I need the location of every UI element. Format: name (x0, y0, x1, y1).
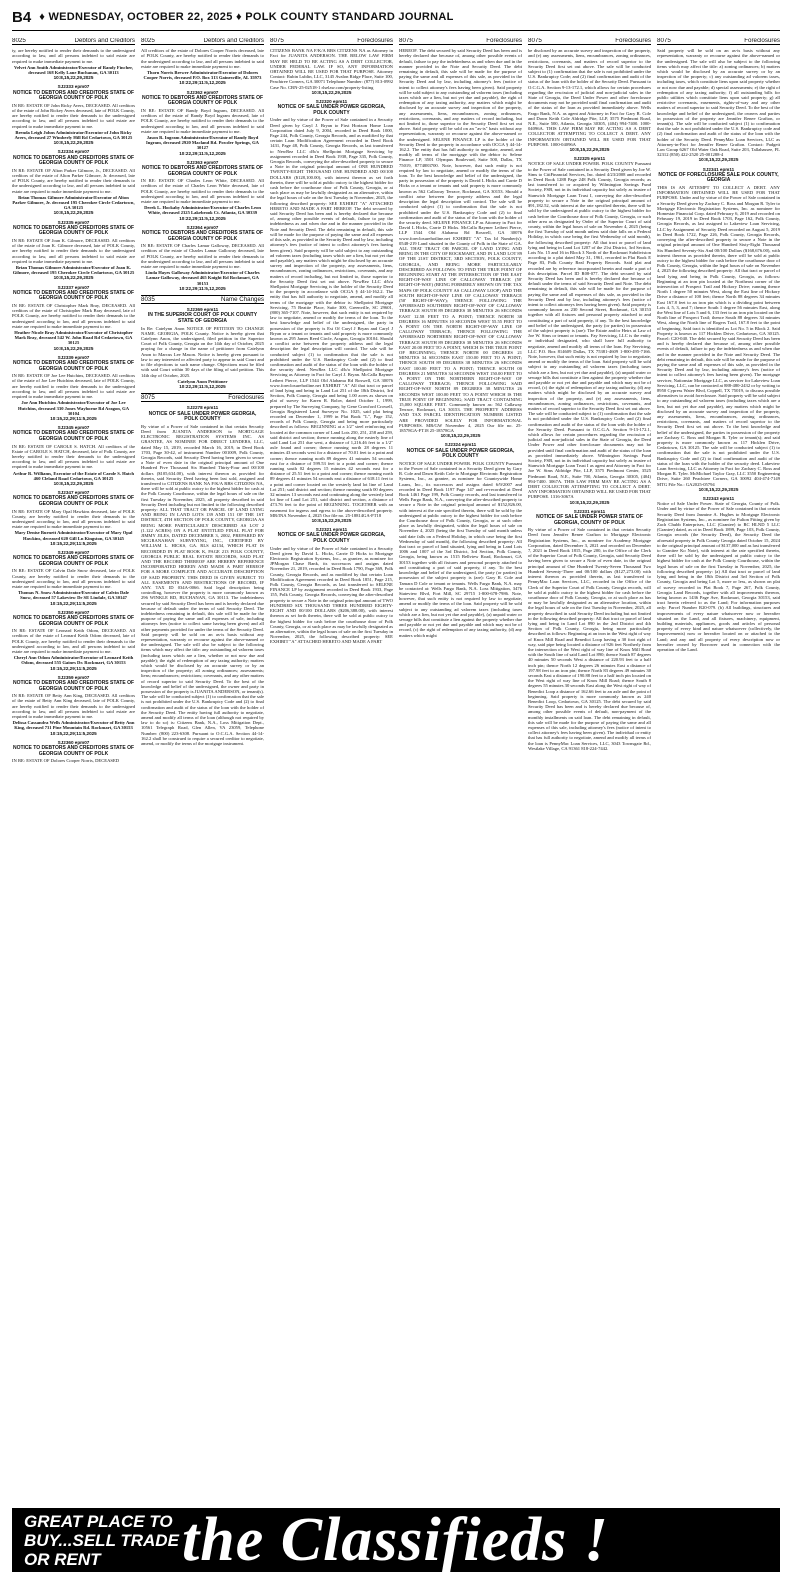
notice-title: NOTICE OF SALE UNDER POWER GEORGIA, POLK COUNTY (277, 104, 386, 116)
notice-id: SJ2320 epm11 (315, 99, 348, 105)
section-number: 8075 (141, 394, 155, 402)
notice-id: SJ2360 epm07 (57, 739, 90, 745)
notice-id: SJ2350 epm07 (57, 609, 90, 615)
legal-notice (12, 740, 135, 764)
column-6 (657, 38, 780, 1500)
notice-body: Under and by virtue of the Power of Sale contained in a Security Deed given by David L. Hicks, Carrie D Hicks to Mortgage Electronic Registration Systems, Inc., as grantee, as nominee for JPMorgan Chase Bank, its successors and assigns dated November 21, 2019, recorded in Deed Book 1790, Page 369, Polk County, Georgia Records, and as modified by that certain Loan Modification Agreement recorded in Deed Book 1851, Page 215, Polk County, Georgia Records, as last transferred to SELENE FINANCE LP by assignment recorded in Deed Book 1933, Page 155, Polk County, Georgia Records, conveying the after-described property to secure a Note in the original principal amount of TWO HUNDRED SIX THOUSAND THREE HUNDRED EIGHTY-EIGHT AND 00/100 DOLLARS ($206,388.00), with interest thereon as set forth therein, there will be sold at public outcry to the highest bidder for cash before the courthouse door of Polk County, Georgia, or at such place as may be lawfully designated as an alternative, within the legal hours of sale on the first Tuesday in November, 2025, the following described property: SEE EXHIBIT "A" ATTACHED HERETO AND MADE A PART (270, 545, 393, 645)
legal-notice (12, 48, 135, 80)
notice-title: NOTICE OF SALE UNDER POWER GEORGIA, POLK COUNTY (148, 410, 257, 423)
section-label: Foreclosures (228, 394, 264, 402)
notice-title: NOTICE OF SALE UNDER POWER STATE OF GEORGIA, COUNTY OF POLK (536, 514, 643, 526)
column-header (528, 38, 651, 45)
legal-notice (141, 307, 264, 389)
legal-notice (270, 99, 393, 523)
banner-slogan: GREAT PLACE TO BUY...SELL TRADE OR RENT (24, 1511, 179, 1569)
section-number: 8025 (12, 38, 26, 44)
notice-id: SJ2363 epm07 (186, 159, 219, 165)
notice-body: IN RE: ESTATE OF Dolores Cooper Norris, DECEASED (12, 758, 120, 764)
legal-notice (141, 225, 264, 291)
page-number: B4 (12, 8, 32, 26)
notice-body: Under and by virtue of the Power of Sale contained in a Security Deed given by Caryl J. Bryan to First Horizon Home Loan Corporation dated July 9, 2004, recorded in Deed Book 1000, Page 244, Polk County, Georgia Records, and as modified by that certain Loan Modification Agreement recorded in Deed Book 1431, Page 48, Polk County, Georgia Records, as last transferred to NewRez LLC d/b/a Shellpoint Mortgage Servicing by assignment recorded in Deed Book 1938, Page 335, Polk County, Georgia Records, conveying the after-described property to secure a Note in the original principal amount of ONE HUNDRED TWENTY-EIGHT THOUSAND ONE HUNDRED AND 00/100 DOLLARS ($128,100.00), with interest thereon as set forth therein, there will be sold at public outcry to the highest bidder for cash before the courthouse door of Polk County, Georgia, or at such place as may be lawfully designated as an alternative, within the legal hours of sale on the first Tuesday in November, 2025, the following described property: SEE EXHIBIT "A" ATTACHED HERETO AND MADE A PART HEREOF. The debt secured by said Security Deed has been and is hereby declared due because of, among other possible events of default, failure to pay the indebtedness as and when due and in the manner provided in the Note and Security Deed. The debt remaining in default, this sale will be made for the purpose of paying the same and all expenses of this sale, as provided in the Security Deed and by law, including attorney's fees (notice of intent to collect attorney's fees having been given). Said property will be sold subject to any outstanding ad valorem taxes (including taxes which are a lien, but not yet due and payable), any matters which might be disclosed by an accurate survey and inspection of the property, any assessments, liens, encumbrances, zoning ordinances, restrictions, covenants, and any matters of record including, but not limited to, those superior to the Security Deed first set out above. NewRez LLC d/b/a Shellpoint Mortgage Servicing is the holder of the Security Deed to the property in accordance with OCGA § 44-14-162.2. The entity that has full authority to negotiate, amend, and modify all terms of the mortgage with the debtor is: Shellpoint Mortgage Servicing, 75 Beattie Place, Suite 300, Greenville, SC 29601, (800) 365-7107. Note, however, that such entity is not required by law to negotiate, amend or modify the terms of the loan. To the best knowledge and belief of the undersigned, the party in possession of the property is Est Of Caryl J Bryan and Caryl J Bryan or a tenant or tenants and said property is more commonly known as 295 James Reed Circle, Aragon, Georgia 30104. Should a conflict arise between the property address and the legal description the legal description will control. The sale will be conducted subject (1) to confirmation that the sale is not prohibited under the U.S. Bankruptcy Code and (2) to final confirmation and audit of the status of the loan with the holder of the security deed. NewRez LLC d/b/a Shellpoint Mortgage Servicing as Attorney in Fact for Caryl J. Bryan. McCalla Raymer Leibert Pierce, LLP 1544 Old Alabama Rd Roswell, GA 30076 www.foreclosurehotline.net EXHIBIT "A" All that tract or parcel of land lying and being in Land Lot 251 of the 18th District, 3rd Section, Polk County, Georgia and being 1.00 acres as shown on plat of survey for Karen R. Bolov, dated October 1, 1999, prepared by The Surveying Company, by Gene Crawford Crowell, Georgia Registered Land Surveyor No. 1025, said plat being recorded on December 1, 1999 in Plat Book "L", Page 152, records of Polk County, Georgia and being more particularly described as follows: BEGINNING at a 1/2" steel reinforcing rod located at the common corner of Land Lots 250, 251, 258 and 259, said district and section; thence running along the easterly line of said Land Lot 251 due west, a distance of 1,216.46 feet to a 1/2" axle found and corner; thence running north 28 degrees 11 minutes 43 seconds west for a distance of 70.01 feet to a point and corner; thence running north 89 degrees 41 minutes 54 seconds east for a distance of 599.53 feet to a point and corner; thence running south 02 degrees 15 minutes 42 seconds east for a distance of 25.51 feet to a point and corner; thence running north 89 degrees 41 minutes 54 seconds east a distance of 618.11 feet to a point and corner located on the westerly land lot line of Land Lot 251; said district and section; thence running south 00 degrees 32 minutes 13 seconds east and continuing along the westerly land lot line of Land Lot 251, said district and section, a distance of 473.76 feet to the point of BEGINNING. TOGETHER with an easement for ingress and egress to the above-described property. MR/INA November 4, 2025 Our file no. 25-18814GA-FT18 (270, 117, 393, 518)
notice-body: In Re: Catelynn Anon NOTICE OF PETITION TO CHANGE NAME. GEORGIA, POLK County. Notice is hereby given that Catelynn Anon, the undersigned, filed petition in the Superior Court of Polk County, Georgia on the 14th day of October, 2025 praying for a change in the name of petitioner from Catelynn Anon to Marcus Lee Mason. Notice is hereby given pursuant to law to any interested or affected party to appear in said Court and to file objections to such name change. Objections must be filed with said Court within 30 days of the filing of said petition. This 14th day of October, 2025. (141, 325, 264, 378)
notice-title: NOTICE TO DEBTORS AND CREDITORS STATE OF GEORGIA COUNTY OF POLK (12, 289, 135, 302)
column-header (12, 38, 135, 45)
notice-sig: Joe Ann Hutchins Administrator/Executor of Joe Lee Hutchins, deceased 330 Jones Wayborne Rd Aragon, GA 30104 (17, 400, 130, 416)
notice-title: NOTICE TO DEBTORS AND CREDITORS STATE OF GEORGIA COUNTY OF POLK (12, 744, 135, 757)
notice-body: IN RE: ESTATE OF CAROLE S. HATCH. All creditors of the Estate of CAROLE S. HATCH, deceased, late of Polk County, are hereby notified to render their demands to the undersigned according to law, and all persons indebted to said estate are required to make immediate payment to me. (12, 443, 135, 470)
notice-date: 10:8,15,22,29,2025 (53, 140, 94, 146)
notice-title: NOTICE TO DEBTORS AND CREDITORS STATE OF GEORGIA COUNTY OF POLK (12, 679, 135, 692)
legal-notice (399, 442, 522, 637)
notice-date: 10:8,15,22,29,2025 (53, 480, 94, 486)
legal-notice (12, 149, 135, 215)
notice-sig: Brenda Leigh Johns Administrator/Executor of John Ricky Avers, deceased 27 Wimberly Hill Rd Cedartown, GA 30125 (14, 129, 133, 141)
notice-id: SJ2331 epm11 (573, 508, 606, 514)
notice-date: 10:8,15,22,29,2025 (569, 147, 610, 153)
notice-title: NOTICE TO DEBTORS AND CREDITORS STATE OF GEORGIA COUNTY OF POLK (12, 495, 135, 507)
legal-notice (657, 496, 780, 652)
notice-title: NOTICE OF SALE UNDER POWER GEORGIA, POLK COUNTY (277, 532, 386, 545)
notice-body: be disclosed by an accurate survey and inspection of the property, and (e) any assessments, liens, encumbrances, zoning ordinances, restrictions, covenants, and matters of record superior to the Security Deed first set out above. The sale will be conducted subject to (1) confirmation that the sale is not prohibited under the U.S. Bankruptcy Code; and (2) final confirmation and audit of the status of the loan with the holder of the Security Deed. Pursuant to O.C.G.A. Section 9-13-172.1, which allows for certain procedures regarding the rescission of judicial and non-judicial sales in the State of Georgia, the Deed Under Power and other foreclosure documents may not be provided until final confirmation and audit of the status of the loan as provided immediately above. Wells Fargo Bank, N.A. as agent and Attorney in Fact for Gary R. Cole and Dawn Keith Cole Aldridge Pite, LLP, 3575 Piedmont Road, N.E., Suite 500, Atlanta, Georgia 30305, (404) 994-7400. 1000-04096A. THIS LAW FIRM MAY BE ACTING AS A DEBT COLLECTOR ATTEMPTING TO COLLECT A DEBT. ANY INFORMATION OBTAINED WILL BE USED FOR THAT PURPOSE. 1000-04096A (528, 48, 651, 147)
notice-title: NOTICE TO DEBTORS AND CREDITORS STATE OF GEORGIA COUNTY OF POLK (12, 614, 135, 627)
notice-title: NOTICE TO DEBTORS AND CREDITORS STATE OF GEORGIA COUNTY OF POLK (141, 165, 264, 177)
notice-body: THIS IS AN ATTEMPT TO COLLECT A DEBT. ANY INFORMATION OBTAINED WILL BE USED FOR THAT PURPOSE. Under and by virtue of the Power of Sale contained in a Security Deed given by Zachary C. Ross and Morgan R. Tyler to Mortgage Electronic Registration Systems, Inc. as nominee for Homestar Financial Corp. dated February 6, 2019 and recorded on February 19, 2019 in Deed Book 1703, Page 162, Polk County, Georgia Records, as last assigned to Lakeview Loan Servicing, LLC by Assignment of Security Deed recorded on August 5, 2019 in Deed Book 1722, Page 226, Polk County, Georgia Records, conveying the after-described property to secure a Note in the original principal amount of One Hundred Sixty-Eight Thousand Six Hundred Seventy-Six And 00/100 Dollars ($168,676.00), with interest thereon as provided therein, there will be sold at public outcry to the highest bidder for cash before the courthouse door of Polk County, Georgia, within the legal hours of sale on November 4, 2025 the following described property: All that tract or parcel of land lying and being in Polk County, Georgia, as follows: Beginning at an iron pin located at the Northeast corner of the intersection of Prospect Trail and Hickory Drive; running thence North 1 degree 50 minutes West, along the East line of Hickory Drive a distance of 100 feet; thence North 88 degrees 34 minutes East 167.8 feet to an iron pin which is a dividing point between Lots 4, 5, 3, and 7; thence South 1 degree 56 minutes East, along the West line of Lots 5 and 6, 133 feet to an iron pin located on the North line of Prospect Trail; thence South 88 degrees 34 minutes West, along the North line of Rogers Trail, 167.8 feet to the point of beginning. Said tract is identified as Lot No. 5 in Block 2. Said Property is known as 117 Hicklen Drive, Cedartown, GA 30125. Parcel: C20-040. The debt secured by said Security Deed has been and is hereby declared due because of, among other possible events of default, failure to pay the indebtedness as and when due and in the manner provided in the Note and Security Deed. The debt remaining in default, this sale will be made for the purpose of paying the same and all expenses of this sale, as provided in the Security Deed and by law, including attorney's fees (notice of intent to collect attorney's fees having been given). The mortgage servicer, Nationstar Mortgage LLC, as servicer for Lakeview Loan Servicing, LLC, can be contacted at 888-480-2432 or by writing to 8950 Cypress Water Blvd, Coppell, TX 75019, to discuss possible alternatives to avoid foreclosure. Said property will be sold subject to any outstanding ad valorem taxes (including taxes which are a lien, but not yet due and payable), any matters which might be disclosed by an accurate survey and inspection of the property, any assessments, liens, encumbrances, zoning ordinances, restrictions, covenants, and matters of record superior to the Security Deed first set out above. To the best knowledge and belief of the undersigned, the parties in possession of the property are Zachary C. Ross and Morgan R. Tyler or tenant(s); and said property is more commonly known as 117 Hicklen Drive, Cedartown, GA 30125. The sale will be conducted subject (1) to confirmation that the sale is not prohibited under the U.S. Bankruptcy Code and (2) to final confirmation and audit of the status of the loan with the holder of the security deed. Lakeview Loan Servicing, LLC as Attorney in Fact for Zachary C. Ross and Morgan R. Tyler. McMichael Taylor Gray, LLC 3550 Engineering Drive, Suite 260 Peachtree Corners, GA 30092 404-474-7149 MTG File No.: GA2025-05794 (657, 185, 780, 487)
legal-notice (12, 355, 135, 421)
notice-date: 10:8,15,22,29,2025 (698, 486, 739, 492)
notice-body: NOTICE OF SALE UNDER POWER. POLK COUNTY Pursuant to the Power of Sale contained in a Security Deed given by Joe W. Sims to CitiFinancial Services, Inc. dated 4/23/2008 and recorded in Deed Book 1288 Page 248 Polk County, Georgia records; as last transferred to or acquired by Wilmington Savings Fund Society, FSB, not in its individual capacity but solely as trustee of Stanwich Mortgage Loan Trust I, conveying the after-described property to secure a Note in the original principal amount of $91,182.52, with interest at the rate specified therein, there will be sold by the undersigned at public outcry to the highest bidder for cash before the Courthouse door of Polk County, Georgia, or such other area as designated by Order of the Superior Court of said county, within the legal hours of sale on November 4, 2025 (being the first Tuesday of said month unless said date falls on a Federal Holiday, in which case being the first Wednesday of said month), the following described property: All that tract or parcel of land lying and being in Land Lot 1207 of the 21st District, 3rd Section, Lots No. 15 and 16 in Block 3 North of the Rockmart Subdivision according to a plat dated May 31, 1961, recorded in Plat Book E Page 83, Polk County Real Property Records. Said plat and recorded are by reference incorporated herein and made a part of this description. Parcel ID R08-077. The debt secured by said Security Deed has been and is hereby declared due because of default under the terms of said Security Deed and Note. The debt remaining in default, this sale will be made for the purpose of paying the same and all expenses of this sale, as provided in the Security Deed and by law, including attorney's fees (notice of intent to collect attorneys fees having been given). Said property is commonly known as 230 Second Street, Rockmart, GA 30153 together with all fixtures and personal property attached to and constituting a part of said property, if any. To the best knowledge and belief of the undersigned, the party (or parties) in possession of the subject property is (are): The Estate and/or Heirs at Law of Joe W. Sims or tenant or tenants. Fay Servicing, LLC is the entity or individual designated, who shall have full authority to negotiate, amend and modify all terms of the loan. Fay Servicing, LLC P.O. Box 814609 Dallas, TX 75381-4609 1-800-495-7166. Note, however, that such entity is not required by law to negotiate, amend or modify the terms of the loan. Said property will be sold subject to any outstanding ad valorem taxes (including taxes which are a lien, but not yet due and payable), (a) unpaid water or sewage bills that constitute a lien against the property whether due and payable or not yet due and payable and which may not be of record, (c) the right of redemption of any taxing authority, (d) any matters which might be disclosed by an accurate survey and inspection of the property, and (e) any assessments, liens, encumbrances, zoning ordinances, restrictions, covenants, and matters of record superior to the Security Deed first set out above. The sale will be conducted subject to (1) confirmation that the sale is not prohibited under the U.S. Bankruptcy Code; and (2) final confirmation and audit of the status of the loan with the holder of the Security Deed. Pursuant to O.C.G.A. Section 9-13-172.1, which allows for certain procedures regarding the rescission of judicial and non-judicial sales in the State of Georgia, the Deed Under Power and other foreclosure documents may not be provided until final confirmation and audit of the status of the loan as provided immediately above. Wilmington Savings Fund Society, FSB, not in its individual capacity but solely as trustee of Stanwich Mortgage Loan Trust I as agent and Attorney in Fact for Joe W. Sims Aldridge Pite, LLP, 3575 Piedmont Center, 3525 Piedmont Road, N.E., Suite 700, Atlanta, Georgia 30305, (404) 994-7400. 3067A. THIS LAW FIRM MAY BE ACTING AS A DEBT COLLECTOR ATTEMPTING TO COLLECT A DEBT. ANY INFORMATION OBTAINED WILL BE USED FOR THAT PURPOSE. 1316-3067A (528, 161, 651, 500)
notice-id: SJ2333 epm07 (57, 84, 90, 90)
section-label: Debtors and Creditors (203, 38, 264, 44)
legal-notice (141, 90, 264, 156)
notice-body: Said property will be sold on an as-is basis without any representation, warranty or recourse against the above-named or the undersigned. The sale will also be subject to the following items which may affect the title: a) zoning ordinances; b) matters which would be disclosed by an accurate survey or by an inspection of the property; c) any outstanding ad valorem taxes, including taxes, which constitute liens upon said property whether or not now due and payable; d) special assessments; e) the right of redemption of any taxing authority; f) all outstanding bills for public utilities which constitute liens upon said property; g) all restrictive covenants, easements, rights-of-way and any other matters of record superior to said Security Deed. To the best of the knowledge and belief of the undersigned, the owners and parties in possession of the property are Jennifer Renee Grafton, or tenant(s). The sale will be conducted subject (1) to confirmation that the sale is not prohibited under the U.S. Bankruptcy code and (2) final confirmation and audit of the status of the loan with the holder of the Security Deed. PennyMac Loan Services, LLC as Attorney-in-Fact for Jennifer Renee Grafton. Contact: Padgett Law Group 6267 Old Water Oak Road, Suite 203, Tallahassee, FL 32312 (850) 422-2520 25-001288-4 (657, 48, 780, 158)
section-label: Debtors and Creditors (74, 38, 135, 44)
notice-body: CITIZENS BANK NA F/K/A RBS CITIZENS NA as Attorney in Fact for JUANITA ANDERSON. THE BELOW LAW FIRM MAY BE HELD TO BE ACTING AS A DEBT COLLECTOR, UNDER FEDERAL LAW. IF SO, ANY INFORMATION OBTAINED WILL BE USED FOR THAT PURPOSE. Attorney Contact: Rubin Lublin, LLC, 3145 Avalon Ridge Place, Suite 100, Peachtree Corners, GA 30071 Telephone Number: (877) 813-0992 Case No. CBN-25-02518-1 rlselaw.com/property-listing (270, 48, 393, 90)
section-label: Name Changes (221, 296, 264, 304)
section-number: 8075 (399, 38, 413, 44)
notice-sig: Derek L. Hockaby Administrator/Executor of Charles Leon White, deceased 2325 Lakebrook Ct. Atlanta, GA 30339 (144, 205, 261, 216)
masthead-text: ♦ WEDNESDAY, OCTOBER 22, 2025 ♦ POLK COUNTY STANDARD JOURNAL (39, 11, 454, 23)
section-header (141, 393, 264, 402)
notice-date: 10:8,15,22,29,2025 (53, 275, 94, 281)
column-header (270, 38, 393, 45)
legal-notice (270, 527, 393, 644)
legal-notice (657, 167, 780, 492)
legal-notice (528, 156, 651, 505)
notice-sig: Catelynn Anon Petitioner (177, 378, 228, 384)
notice-id: SJ2362 epm07 (186, 89, 219, 95)
column-3 (270, 38, 393, 1500)
legal-notice (12, 220, 135, 281)
notice-sig: Cheryl Ann Odom Administrator/Executor of Leonard Keith Odom, deceased 555 Gaines Dr. Rockmart, GA 30153 (13, 655, 134, 666)
notice-body: IN RE: ESTATE OF Betty Ann King, DECEASED. All creditors of the estate of Betty Ann King deceased, late of POLK County, are hereby notified to render their demands to the undersigned according to law, and all persons indebted to said estate are required to make immediate payment to me. (12, 693, 135, 719)
notice-body: By virtue of a Power of Sale contained in that certain Security Deed from Jennifer Renee Grafton to Mortgage Electronic Registration Systems, Inc., as nominee for Academy Mortgage Corporation, dated December 3, 2021 and recorded on December 7, 2021 in Deed Book 1815, Page 200, in the Office of the Clerk of the Superior Court of Polk County, Georgia, said Security Deed having been given to secure a Note of even date, in the original principal amount of One Hundred Twenty-Seven Thousand Two Hundred Seventy-Three and 00/100 dollars ($127,273.00) with interest thereon as provided therein, as last transferred to PennyMac Loan Services, LLC, recorded in the Office of the Clerk of the Superior Court of Polk County, Georgia records, will be sold at public outcry to the highest bidder for cash before the courthouse door of Polk County, Georgia, or at such place as has or may be lawfully designated as an alternative location, within the legal hours of sale on the first Tuesday in November, 2025, all property described in said Security Deed including but not limited to the following described property: All that tract or parcel of land lying and being in Land Lot 890 in the 2nd District and 4th Section of Polk County, Georgia, being more particularly described as follows: Beginning at an iron in the West right of way of Knox Mill Road and Benedict Loop having a 30 foot right of way, said pipe being located a distance of 926 feet Northerly from the intersection of the West right of way line of Knox Mill Road with the South line of said Land Lot 890; thence South 87 degrees 40 minutes 50 seconds West a distance of 220.93 feet to a half inch pin; thence North 12 degrees 26 minutes East a distance of 197.98 feet to an iron pin; thence North 83 degrees 49 minutes 30 seconds East a distance of 190.88 feet to a half inch pin located on the West right of way line of Knox Mill Road; thence South 8 degrees 55 minutes 30 seconds East along the West right of way of Benedict Loop a distance of 162.66 feet to an axle and the point of beginning. Said property is more commonly known as 240 Benedict Loop, Cedartown, GA 30125. The debt secured by said Security Deed has been and is hereby declared due because of, among other possible events of default, non-payment of the monthly installments on said loan. The debt remaining in default, this sale will be made for the purpose of paying the same and all expenses of this sale, including attorney's fees (notice of intent to collect attorney's fees having been given). The individual or entity that has full authority to negotiate, amend and modify all terms of the loan is PennyMac Loan Services, LLC, 3043 Townsgate Rd., Westlake Village, CA 91361 818-224-7442. (528, 527, 651, 751)
masthead-rule (12, 30, 780, 31)
notice-date: 10:8,15,22,29,2025 (440, 433, 481, 439)
notice-title: NOTICE TO DEBTORS AND CREDITORS STATE OF GEORGIA COUNTY OF POLK (12, 89, 135, 102)
section-label: Foreclosures (615, 38, 651, 44)
notice-title: NOTICE TO DEBTORS AND CREDITORS STATE OF GEORGIA COUNTY OF POLK (12, 224, 135, 237)
notice-body: IN RE: ESTATE OF Mary Opal Hawkins deceased, late of POLK County, are hereby notified to render their demands to the undersigned according to law, and all persons indebted to said estate are required to make immediate payment to me. (12, 508, 135, 530)
notice-title: NOTICE TO DEBTORS AND CREDITORS STATE OF GEORGIA COUNTY OF POLK (141, 230, 264, 242)
notice-body: HEREOF. The debt secured by said Security Deed has been and is hereby declared due because of, among other possible events of default, failure to pay the indebtedness as and when due and in the manner provided in the Note and Security Deed. The debt remaining in default, this sale will be made for the purpose of paying the same and all expenses of this sale, as provided in the Security Deed and by law, including attorney's fees (notice of intent to collect attorney's fees having been given). Said property will be sold subject to any outstanding ad valorem taxes (including taxes which are a lien, but not yet due and payable), the right of redemption of any taxing authority, any matters which might be disclosed by an accurate survey and inspection of the property, any assessments, liens, encumbrances, zoning ordinances, restrictions, covenants, and any matters of record including, but not limited to, those superior to the Security Deed first set out above. Said property will be sold on an "as-is" basis without any representation, warranty or recourse against the above-named or the undersigned. SELENE FINANCE LP is the holder of the Security Deed to the property in accordance with OCGA § 44-14-162.2. The entity that has full authority to negotiate, amend, and modify all terms of the mortgage with the debtor is: Selene Finance LP, 3501 Olympus Boulevard, Suite 500, Dallas, TX 75019, 8774883700. Note, however, that such entity is not required by law to negotiate, amend or modify the terms of the loan. To the best knowledge and belief of the undersigned, the party in possession of the property is David L Hicks and Carrie D Hicks or a tenant or tenants and said property is more commonly known as 562 Callaway Terrace, Rockmart, GA 30153. Should a conflict arise between the property address and the legal description the legal description will control. The sale will be conducted subject (1) to confirmation that the sale is not prohibited under the U.S. Bankruptcy Code and (2) to final confirmation and audit of the status of the loan with the holder of the security deed. SELENE FINANCE LP as Attorney in Fact for David L Hicks, Carrie D Hicks. McCalla Raymer Leibert Pierce, LLP 1544 Old Alabama Rd Roswell, GA 30076 www.foreclosurehotline.net EXHIBIT "A" Tax Id Number(s): 0548-219 Land situated in the County of Polk in the State of GA. ALL THAT TRACT OR PARCEL OF LAND LYING AND BEING IN THE CITY OF ROCKMART, AND IN LAND LOT 89 OF THE 21ST DISTRICT, 3RD SECTION, POLK COUNTY, GEORGIA, AND BEING MORE PARTICULARLY DESCRIBED AS FOLLOWS: TO FIND THE TRUE POINT OF BEGINNING START AT THE INTERSECTION OF THE EAST RIGHT-OF-WAY LINE OF CALLOWAY TERRACE (50' RIGHT-OF-WAY) (BEING FORMERLY SHOWN ON THE TAX MAPS OF POLK COUNTY AS CALLOWAY LOOP) AND THE SOUTH RIGHT-OF-WAY LINE OF CALLOWAY TERRACE (50' RIGHT-OF-WAY); THENCE FOLLOWING THE AFORESAID SOUTHERN RIGHT-OF-WAY OF CALLOWAY TERRACE SOUTH 89 DEGREES 38 MINUTES 26 SECONDS EAST 12.58 FEET TO A POINT; THENCE NORTH 38 DEGREES 16 MINUTES 10 SECONDS WEST 55.55 FEET TO A POINT ON THE NORTH RIGHT-OF-WAY LINE OF CALLOWAY TERRACE; THENCE FOLLOWING THE AFORESAID NORTHERN RIGHT-OF-WAY OF CALLOWAY TERRACE SOUTH 89 DEGREES 38 MINUTES 26 SECONDS EAST 20.00 FEET TO A POINT, WHICH IS THE TRUE POINT OF BEGINNING; THENCE NORTH 00 DEGREES 21 MINUTES 34 SECONDS EAST 150.00 FEET TO A POINT; THENCE SOUTH 89 DEGREES 38 MINUTES 26 SECONDS EAST 100.00 FEET TO A POINT; THENCE SOUTH 00 DEGREES 21 MINUTES 34 SECONDS WEST 150.00 FEET TO A POINT ON THE NORTHERN RIGHT-OF-WAY OF CALLOWAY TERRACE; THENCE FOLLOWING SAID RIGHT-OF-WAY NORTH 89 DEGREES 38 MINUTES 26 SECONDS WEST 100.00 FEET TO A POINT WHICH IS THE TRUE POINT OF BEGINNING; SAID TRACT CONTAINING 15,000 SQUARE FEET. Commonly known as: 562 Callaway Terrace, Rockmart, GA 30153. THE PROPERTY ADDRESS AND TAX PARCEL IDENTIFICATION NUMBER LISTED ARE PROVIDED SOLELY FOR INFORMATIONAL PURPOSES. MR/GW November 4, 2025 Our file no. 25-18578GA-FT18 25-18578GA (399, 48, 522, 434)
notice-title: NOTICE TO DEBTORS AND CREDITORS STATE OF GEORGIA COUNTY OF POLK (12, 555, 135, 567)
notice-title: NOTICE TO DEBTORS AND CREDITORS STATE OF GEORGIA COUNTY OF POLK (12, 430, 135, 442)
legal-notice (12, 84, 135, 145)
notice-body: IN RE: ESTATE OF Charles Lamar Galloway, DECEASED. All creditors of the estate of Charles Lamar Galloway deceased, late of POLK County, are hereby notified to render their demands to the undersigned according to law, and all persons indebted to said estate are required to make immediate payment to me. (141, 243, 264, 270)
notice-id: SJ2278 epm11 (186, 405, 219, 411)
notice-date: 10:15,22,29;11:5,2025 (50, 665, 97, 671)
notice-body: IN RE: ESTATE OF Christopher Mark Bray, DECEASED. All creditors of the estate of Christopher Mark Bray deceased, late of POLK County, are hereby notified to render their demands to the undersigned according to law, and all persons indebted to said estate are required to make immediate payment to me. (12, 303, 135, 329)
column-4 (399, 38, 522, 1500)
notice-title: IN THE SUPERIOR COURT OF POLK COUNTY STATE OF GEORGIA (147, 312, 258, 325)
notice-body: IN RE: ESTATE OF Joan K. Gilmore, DECEASED. All creditors of the estate of Joan K. Gilmore deceased, late of POLK County, are hereby notified to render their demands to the undersigned according to law, and all persons indebted to said estate are required to make immediate payment to me. (12, 238, 135, 264)
legal-notice (141, 160, 264, 221)
notice-body: Notice of Sale Under Power. State of Georgia, County of Polk. Under and by virtue of the Power of Sale contained in that certain Security Deed from Jasmine A. Hughes to Mortgage Electronic Registration Systems, Inc., as nominee for Fulton Fitting given by Zach Chubb Enterprises, LLC (Grantee) to RC HLND 5 LLC (Grantee) dated, as ot in Deed Book 1899, Page 103, Polk County, Georgia records (the Security Deed), the Security Deed the aforesaid property in Polk County Georgia dated October 15, 2024 to the original principal amount of $137,000 and as last transferred to Granitee Ko Note), with interest at the rate specified therein, there will be sold by the undersigned at public outcry to the highest bidder for cash at the Polk County Courthouse, within the legal hours of sale on the first Tuesday in November, 2025, the following described property: (a) All that tract or parcel of land lying and being in the 18th District and 3rd Section of Polk County, Georgia and being Lot 5, more or less, as shown on plat of survey recorded in Plat Book 7, Page 267, Polk County, Georgia Land Records, together with all improvements thereon, being known as 1436 Page Ave, Rockmart, Georgia 30153, said tract herein referred to as the Land; For information purposes only: Parcel Number R20-079. (b) All buildings, structures and improvements of every nature whatsoever now or hereafter situated on the Land, and all fixtures, machinery, equipment, building materials, appliances, goods and articles of personal property of every kind and nature whatsoever (collectively, the Improvements) now or hereafter located on or attached to the Land; and any and all property of every description now or hereafter owned by Borrower used in connection with the operation of the Land. (657, 501, 780, 652)
notice-date: 10:22,29;11:5,12,2025 (179, 215, 226, 221)
notice-sig: Mary Denise Burnett Administrator/Executor of Mary Opal Hawkins, deceased 620 Gill Ln Kingston, GA 30145 (14, 530, 133, 541)
notice-date: 10:8,15,22,29,2025 (311, 518, 352, 524)
column-header (141, 38, 264, 45)
notice-sig: Heather Nicole Bray Administrator/Executor of Christopher Mark Bray, deceased 542 W. John Road Rd Cedartown, GA 30125 (14, 330, 133, 346)
section-label: Foreclosures (357, 38, 393, 44)
section-number: 8075 (528, 38, 542, 44)
notice-date: 10:22,29;11:5,12,2025 (179, 80, 226, 86)
notice-date: 10:15,22,29;11:5,2025 (50, 730, 97, 736)
masthead (12, 6, 780, 28)
legal-notice (12, 490, 135, 546)
notice-sig: Brian Thomas Gilmore Administrator/Executor of Joan K. Gilmore, deceased 195 Cherokee Circle Cedartown, GA 30125 (12, 265, 135, 276)
legal-notice (528, 48, 651, 152)
notice-id: SJ2369 epm11 (186, 307, 219, 313)
notice-title: NOTICE OF FORECLOSURE SALE POLK COUNTY, GEORGIA (658, 171, 779, 184)
notice-id: SJ2349 epm07 (57, 549, 90, 555)
notice-sig: Velvet Ann Smith Administrator/Executor of Randy Fincher, deceased 168 Kelly Lane Buchanan, GA 30113 (14, 64, 133, 76)
section-number: 8035 (141, 296, 155, 304)
legal-notice (399, 48, 522, 438)
section-header (141, 295, 264, 304)
notice-body: IN RE: ESTATE OF Alton Parker Gilmore, Jr., DECEASED. All creditors of the estate of Alton Parker Gilmore, Jr. deceased, late of POLK County, are hereby notified to render their demands to the undersigned according to law, and all persons indebted to said estate are required to make immediate payment to me. (12, 167, 135, 194)
notice-body: IN RE: ESTATE OF Joe Lee Hutchins, DECEASED. All creditors of the estate of Joe Lee Hutchins deceased, late of POLK County, are hereby notified to render their demands to the undersigned according to law, and all persons indebted to said estate are required to make immediate payment to me. (12, 373, 135, 400)
notice-sig: Thorn Norris Brewer Administrator/Executor of Dolores Cooper Norris, deceased P.O. Box 313 Gainesville, AL 35973 (143, 70, 262, 81)
notice-id: SJ2341 epm11 (702, 166, 735, 172)
section-label: Foreclosures (486, 38, 522, 44)
notice-id: SJ2364 epm07 (186, 224, 219, 230)
notice-date: 10:8,15,22,29,2025 (53, 345, 94, 351)
notice-title: NOTICE TO DEBTORS AND CREDITORS STATE OF GEORGIA COUNTY OF POLK (141, 94, 264, 107)
notice-id: SJ2359 epm07 (57, 674, 90, 680)
notice-body: IN RE: ESTATE OF Randy Boyd Ingram, DECEASED. All creditors of the estate of Randy Boyd Ingram deceased, late of POLK County, are hereby notified to render their demands to the undersigned according to law, and all persons indebted to said estate are required to make immediate payment to me. (141, 108, 264, 134)
legal-notice (12, 285, 135, 351)
notice-title: NOTICE OF SALE UNDER POWER GEORGIA, POLK COUNTY (406, 447, 515, 460)
notice-body: All creditors of the estate of Dolores Cooper Norris deceased, late of POLK County, are hereby notified to render their demands to the undersigned according to law, and all persons indebted to said estate are required to make immediate payment to me. (141, 48, 264, 69)
notice-date: 10:22,29;11:5,12,2025 (179, 150, 226, 156)
notice-date: 10:15,22,29;11:5,2025 (50, 540, 97, 546)
column-header (657, 38, 780, 45)
notice-body: IN RE: ESTATE OF Charles Leon White, DECEASED. All creditors of the estate of Charles Leon White deceased, late of POLK County, are hereby notified to render their demands to the undersigned according to law, and all persons indebted to said estate are required to make immediate payment to me. (141, 178, 264, 205)
notice-body: ty, are hereby notified to render their demands to the undersigned according to law, and all persons indebted to said estate are required to make immediate payment to me. (12, 48, 135, 64)
notice-date: 10:8,15,22,29,2025 (53, 210, 94, 216)
notice-sig: Arthur R. Williams, Executor of the Estate of Carole S. Hatch 460 Cleland Road Cedartown, GA 30125 (12, 470, 135, 481)
section-number: 8075 (657, 38, 671, 44)
notice-date: 10:22,29;11:5,12,2025 (179, 285, 226, 291)
notice-id: SJ2321 epm11 (315, 527, 348, 533)
legal-notice (12, 675, 135, 736)
notice-title: NOTICE TO DEBTORS AND CREDITORS STATE OF GEORGIA COUNTY OF POLK (12, 154, 135, 167)
notice-body: IN RE: ESTATE OF Calvin Dale Snow deceased, late of POLK County, are hereby notified to render their demands to the undersigned according to law, and all persons indebted to said estate are required to make immediate payment to me. (12, 568, 135, 589)
notice-id: SJ2325 epm11 (573, 156, 606, 162)
notice-date: 10:22,29;11:5,12,2025 (179, 383, 226, 389)
classifieds-banner (12, 1508, 780, 1572)
section-number: 8075 (270, 38, 284, 44)
section-number: 8025 (141, 38, 155, 44)
column-header (399, 38, 522, 45)
notice-sig: Linda Hayes Galloway Administrator/Executor of Charles Lamar Galloway, deceased 465 Knight Rd Rockmart, GA 30153 (145, 270, 260, 286)
notice-body: NOTICE OF SALE UNDER POWER. POLK COUNTY Pursuant to the Power of Sale contained in a Security Deed given by Gary R. Cole and Dawn Keith Cole to Mortgage Electronic Registration Systems, Inc., as grantee, as nominee for Countrywide Home Loans, Inc., its successors and assigns dated 6/9/2007 and recorded in Deed Book 1197 Page 147 and re-recorded at Deed Book 1461 Page 199, Polk County records, and last transferred to Wells Fargo Bank, N.A., conveying the after-described property to secure a Note in the original principal amount of $152,826.00, with interest at the rate specified therein, there will be sold by the undersigned at public outcry to the highest bidder for cash before the Courthouse door of Polk County, Georgia, or at such other place as lawfully designated, within the legal hours of sale on November 4, 2025 (being the first Tuesday of said month unless said date falls on a Federal Holiday, in which case being the first Wednesday of said month), the following described property: All that tract or parcel of land situated, lying and being in Land Lots 1006 and 1007 of the 3rd District, 3rd Section, Polk County, Georgia, being known as 1515 Bellview Road, Rockmart, GA 30153 together with all fixtures and personal property attached to and constituting a part of said property, if any. To the best knowledge and belief of the undersigned, the party (or parties) in possession of the subject property is (are): Gary R. Cole and Tamara D Cole or tenant or tenants. Wells Fargo Bank, N.A. may be contacted at: Wells Fargo Bank, N.A. Loss Mitigation, 3476 Stateview Blvd, Fort Mill, SC 29715 1-800-678-7986. Note, however, that such entity is not required by law to negotiate, amend or modify the terms of the loan. Said property will be sold subject to any outstanding ad valorem taxes (including taxes which are a lien, but not yet due and payable), (a) unpaid water or sewage bills that constitute a lien against the property whether due and payable or not yet due and payable and which may not be of record, (c) the right of redemption of any taxing authority, (d) any matters which might (399, 460, 522, 638)
notice-date: 10:8,15,22,29,2025 (311, 89, 352, 95)
notice-id: SJ2347 epm07 (57, 490, 90, 496)
notice-date: 10:8,15,22,29,2025 (569, 499, 610, 505)
notice-date: 10:8,15,22,29,2025 (698, 157, 739, 163)
column-1 (12, 38, 135, 1500)
notice-id: SJ2339 epm07 (57, 354, 90, 360)
column-5 (528, 38, 651, 1500)
notice-id: SJ2345 epm07 (57, 425, 90, 431)
legal-notice (657, 48, 780, 162)
notice-sig: Delissa Cassandra Wells Administrator/Executor of Betty Ann King, deceased 731 Pine Mountain Rd. Rockmart, GA 30153 (12, 720, 135, 731)
notice-sig: Jason R. Ingram Administrator/Executor of Randy Boyd Ingram, deceased 2920 Macland Rd. Powder Springs, GA 30127 (146, 135, 259, 151)
notice-id: SJ2337 epm07 (57, 284, 90, 290)
legal-notice (12, 550, 135, 606)
notice-body: By virtue of a Power of Sale contained in that certain Security Deed from JUANITA ANDERSON to MORTGAGE ELECTRONIC REGISTRATION SYSTEMS INC. AS GRANTEE, AS NOMINEE FOR DIRECT LENDERS, LLC, dated May 15, 2019, recorded March 16, 2019, in Deed Book 1703, Page 30-42, of instrument Number 001009, Polk County, Georgia Records, said Security Deed having been given to secure a Note of even date in the original principal amount of One Hundred Five Thousand Six Hundred Thirty-Four and 00/100 dollars ($105,634.00), with interest thereon as provided for therein, said Security Deed having been last sold, assigned and transferred to CITIZENS BANK NA F/K/A RBS CITIZENS NA, there will be sold at public outcry to the highest bidder for cash at the Polk County Courthouse, within the legal hours of sale on the first Tuesday in November, 2025, all property described in said Security Deed including but not limited to the following described property: ALL THAT TRACT OR PARCEL OF LAND LYING AND BEING IN LAND LOTS 139 AND 151 OF THE 1ST DISTRICT, 4TH SECTION OF POLK COUNTY, GEORGIA AS BEING MORE PARTICULARLY DESCRIBED AS LOT 2 (1.122 ACRES) ON A PLAT ENTITLED FINAL PLAT FOR JIMMY JILES, DATED DECEMBER 3, 2002, PREPARED BY MCGRANAHAN SURVEYING, INC., CERTIFIED BY WILLIAM L. HICKS, GA. RLS #2134, WHICH PLAT IS RECORDED IN PLAT BOOK K, PAGE 213 POLK COUNTY, GEORGIA PUBLIC REAL ESTATE RECORDS, SAID PLAT AND THE RECORD THEREOF ARE HEREBY REFERENCE INCORPORATED HEREIN AND MADE A PART HEREOF FOR A MORE COMPLETE AND ACCURATE DESCRIPTION OF SAID PROPERTY. THIS DEED IS GIVEN SUBJECT TO ALL EASEMENTS AND RESTRICTIONS OF RECORD, IF ANY. TAX ID 034A-0066. Said legal description being controlling, however the property is more commonly known as 296 WINKLE RD, BUCHANAN, GA 30113. The indebtedness secured by said Security Deed has been and is hereby declared due because of default under the terms of said Security Deed. The indebtedness remaining in default, this sale will be made for the purpose of paying the same and all expenses of sale, including attorneys fees (notice to collect same having been given) and all other payments provided for under the terms of the Security Deed. Said property will be sold on an as-is basis without any representation, warranty or recourse against the above-named or the undersigned. The sale will also be subject to the following items which may affect the title: any outstanding ad valorem taxes (including taxes which are a lien, whether or not now due and payable); the right of redemption of any taxing authority; matters which would be disclosed by an accurate survey or by an inspection of the property; all zoning ordinances; assessments; liens; encumbrances; restrictions; covenants, and any other matters of record superior to said Security Deed. To the best of the knowledge and belief of the undersigned, the owner and party in possession of the property is JUANITA ANDERSON, or tenant(s). The sale will be conducted subject (1) to confirmation that the sale is not prohibited under the U.S. Bankruptcy Code and (2) to final confirmation and audit of the status of the loan with the holder of the Security Deed. The entity having full authority to negotiate, amend and modify all terms of the loan (although not required by law to do so) is: Citizens Bank, N.A., Loss Mitigation Dept., 10561 Telegraph Road, Glen Allen, VA 23059, Telephone Number: (800) 223-6308. Pursuant to O.C.G.A. Section 44-14-162.2 shall be construed to require a secured creditor to negotiate, amend, or modify the terms of the mortgage instrument. (141, 423, 264, 747)
notice-title: NOTICE TO DEBTORS AND CREDITORS STATE OF GEORGIA COUNTY OF POLK (12, 360, 135, 372)
column-2 (141, 38, 264, 1500)
notice-body: IN RE: ESTATE OF John Ricky Avers, DECEASED. All creditors of the estate of John Rickey Avers deceased, late of POLK County, are hereby notified to render their demands to the undersigned according to law, and all persons indebted to said estate are required to make immediate payment to me. (12, 102, 135, 129)
notice-sig: Thomas N. Snow Administrator/Executor of Calvin Dale Snow, deceased 57 Lakeview Dr SE Lindale, GA 30147 (18, 590, 129, 601)
legal-notice (12, 425, 135, 486)
notice-body: IN RE: ESTATE OF Leonard Keith Odom, DECEASED. All creditors of the estate of Leonard Keith Odom deceased, late of POLK County, are hereby notified to render their demands to the undersigned according to law, and all persons indebted to said estate are required to make immediate payment to me. (12, 628, 135, 654)
legal-notice (528, 509, 651, 751)
notice-id: SJ2324 epm11 (444, 442, 477, 448)
notice-date: 10:15,22,29;11:5,2025 (50, 415, 97, 421)
notice-date: 10:8,15,22,29,2025 (53, 75, 94, 81)
notice-sig: Brian Thomas Gilmore Administrator/Executor of Alton Parker Gilmore, Jr. deceased 195 Cherokee Circle Cedartown, GA 30125 (12, 194, 135, 211)
notice-date: 10:15,22,29;11:5,2025 (50, 600, 97, 606)
banner-title: the Classifieds ! (182, 1508, 609, 1572)
notice-id: SJ2334 epm07 (57, 149, 90, 155)
section-label: Foreclosures (744, 38, 780, 44)
legal-notice (141, 48, 264, 85)
notice-id: SJ2335 epm07 (57, 219, 90, 225)
legal-notice (270, 48, 393, 95)
classified-columns (12, 38, 780, 1500)
legal-notice (12, 610, 135, 671)
legal-notice (141, 405, 264, 746)
notice-id: SJ2343 epm11 (702, 496, 735, 502)
